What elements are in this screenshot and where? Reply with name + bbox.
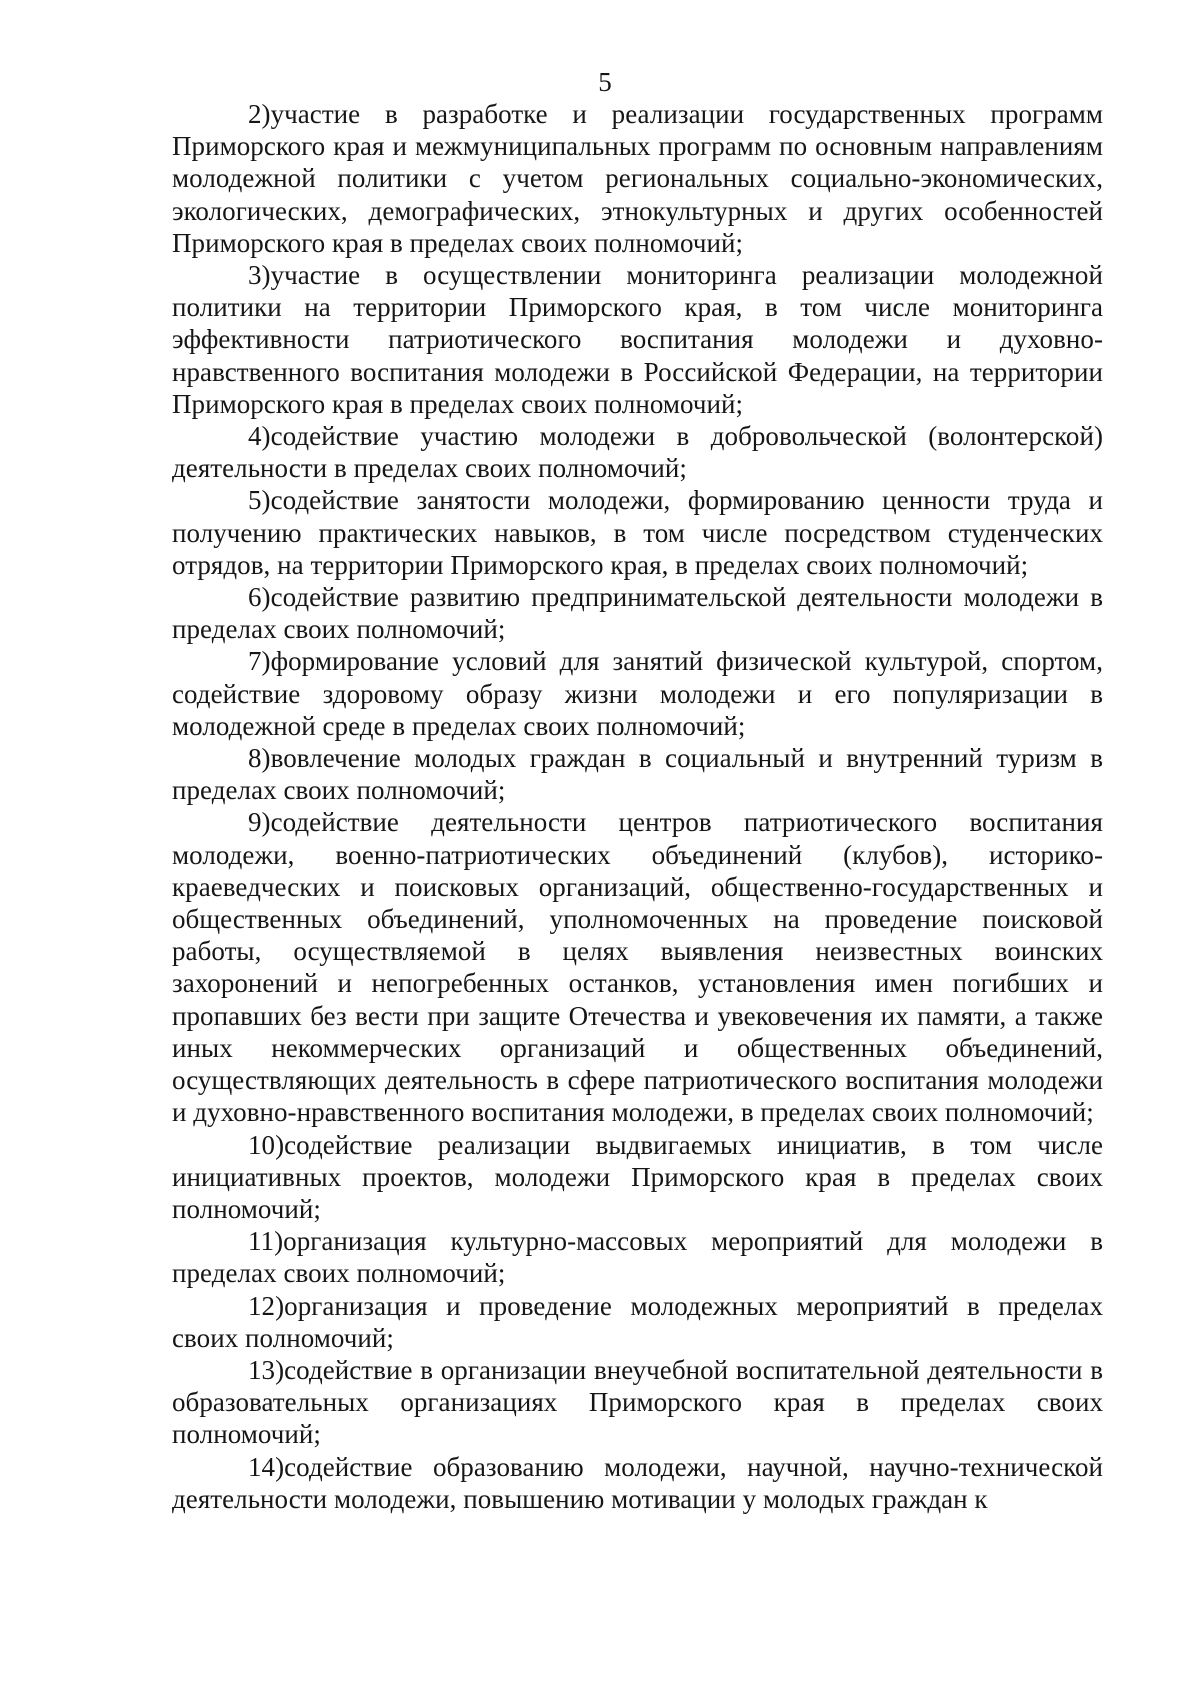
document-body [172, 98, 1103, 1515]
list-item-5: 5)содействие занятости молодежи, формированию ценности труда и получению практических навыков, в том числе посредством студенческих отрядов, на территории Приморского края, в пределах своих полномочий; [172, 485, 1103, 580]
list-item-13: 13)содействие в организации внеучебной воспитательной деятельности в образовательных организациях Приморского края в пределах своих полномочий; [172, 1354, 1103, 1450]
page-number: 5 [598, 67, 612, 97]
list-item-12: 12)организация и проведение молодежных мероприятий в пределах своих полномочий; [172, 1290, 1103, 1353]
list-item-10: 10)содействие реализации выдвигаемых инициатив, в том числе инициативных проектов, молодежи Приморского края в пределах своих полномочий; [172, 1129, 1103, 1224]
list-item-7: 7)формирование условий для занятий физической культурой, спортом, содействие здоровому образу жизни молодежи и его популяризации в молодежной среде в пределах своих полномочий; [172, 646, 1103, 741]
list-item-14: 14)содействие образованию молодежи, научной, научно-технической деятельности молодежи, повышению мотивации у молодых граждан к [172, 1451, 1103, 1514]
list-item-2: 2)участие в разработке и реализации государственных программ Приморского края и межмуниципальных программ по основным направлениям молодежной политики с учетом региональных социально-экономических, экологических, демографических, этнокультурных и других особенностей Приморского края в пределах своих полномочий; [172, 99, 1103, 258]
list-item-11: 11)организация культурно-массовых мероприятий для молодежи в пределах своих полномочий; [172, 1226, 1103, 1289]
list-item-4: 4)содействие участию молодежи в добровольческой (волонтерской) деятельности в пределах своих полномочий; [172, 421, 1103, 484]
list-item-6: 6)содействие развитию предпринимательской деятельности молодежи в пределах своих полномочий; [172, 582, 1103, 645]
list-item-3: 3)участие в осуществлении мониторинга реализации молодежной политики на территории Приморского края, в том числе мониторинга эффективности патриотического воспитания молодежи и духовно-нравственного воспитания молодежи в Российской Федерации, на территории Приморского края в пределах своих полномочий; [172, 260, 1103, 419]
list-item-9: 9)содействие деятельности центров патриотического воспитания молодежи, военно-патриотических объединений (клубов), историко-краеведческих и поисковых организаций, общественно-государственных и общественных объединений, уполномоченных на проведение поисковой работы, осуществляемой в целях выявления неизвестных воинских захоронений и непогребенных останков, установления имен погибших и пропавших без вести при защите Отечества и увековечения их памяти, а также иных некоммерческих организаций и общественных объединений, осуществляющих деятельность в сфере патриотического воспитания молодежи и духовно-нравственного воспитания молодежи, в пределах своих полномочий; [172, 807, 1103, 1128]
list-item-8: 8)вовлечение молодых граждан в социальный и внутренний туризм в пределах своих полномочий; [172, 743, 1103, 806]
